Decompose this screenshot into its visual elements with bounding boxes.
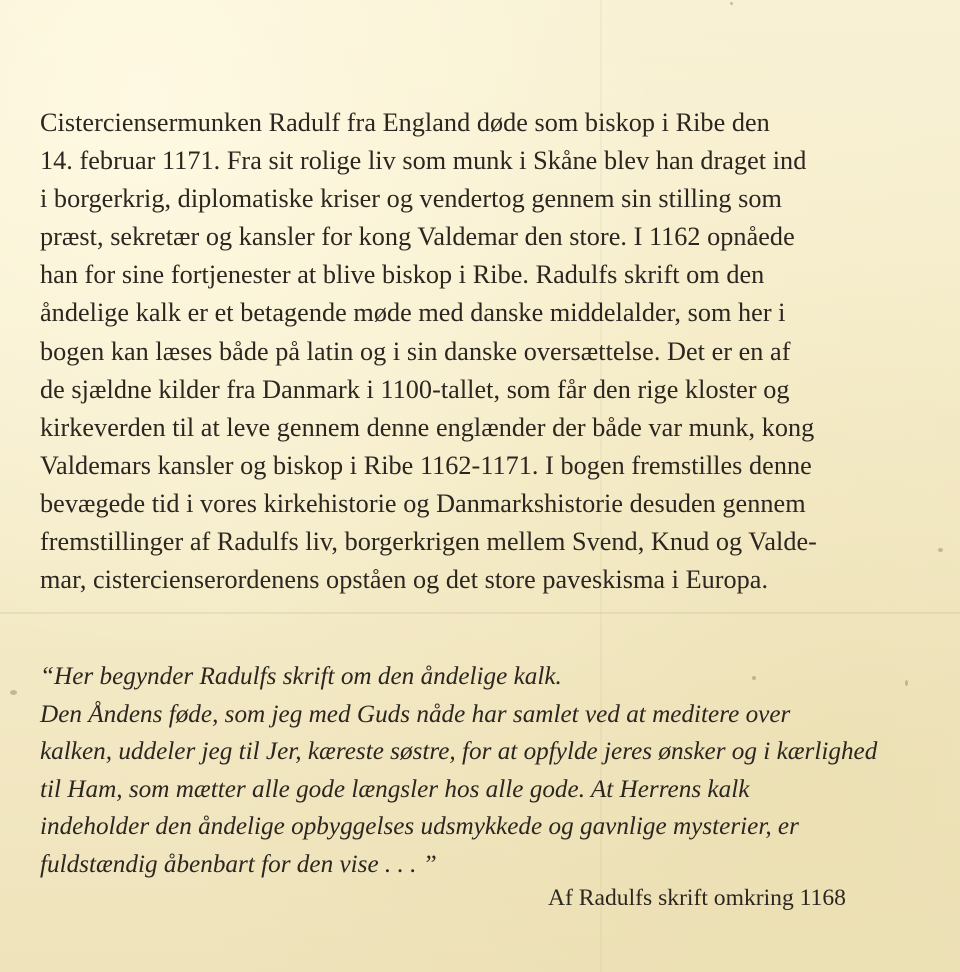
blurb-line: Valdemars kansler og biskop i Ribe 1162-1171. I bogen fremstilles denne <box>40 450 812 480</box>
quote-line: fuldstændig åbenbart for den vise . . . ” <box>40 850 437 878</box>
paper-speck <box>730 2 733 5</box>
blurb-line: præst, sekretær og kansler for kong Valdemar den store. I 1162 opnåede <box>40 222 795 252</box>
quote-line: “Her begynder Radulfs skrift om den åndelige kalk. <box>40 663 562 690</box>
quote-line: kalken, uddeler jeg til Jer, kæreste søstre, for at opfylde jeres ønsker og i kærlighed <box>40 738 878 766</box>
blurb-line: kirkeverden til at leve gennem denne englænder der både var munk, kong <box>40 412 815 442</box>
blurb-line: åndelige kalk er et betagende møde med danske middelalder, som her i <box>40 298 786 328</box>
paper-speck <box>10 690 17 695</box>
blurb-line: bogen kan læses både på latin og i sin danske oversættelse. Det er en af <box>40 336 791 366</box>
excerpt-quote <box>40 658 920 884</box>
paper-speck <box>938 548 943 552</box>
blurb-line: i borgerkrig, diplomatiske kriser og vendertog gennem sin stilling som <box>40 184 782 214</box>
quote-line: Den Åndens føde, som jeg med Guds nåde har samlet ved at meditere over <box>40 700 791 728</box>
blurb-line: mar, cistercienserordenens opståen og det store paveskisma i Europa. <box>40 565 769 595</box>
quote-line: til Ham, som mætter alle gode længsler hos alle gode. At Herrens kalk <box>40 775 750 803</box>
blurb-line: de sjældne kilder fra Danmark i 1100-tallet, som får den rige kloster og <box>40 374 790 404</box>
quote-attribution: Af Radulfs skrift omkring 1168 <box>548 885 846 911</box>
blurb-line: Cisterciensermunken Radulf fra England døde som biskop i Ribe den <box>40 108 770 137</box>
blurb-line: 14. februar 1171. Fra sit rolige liv som munk i Skåne blev han draget ind <box>40 146 807 176</box>
quote-line: indeholder den åndelige opbyggelses udsmykkede og gavnlige mysterier, er <box>40 813 799 841</box>
blurb-line: han for sine fortjenester at blive biskop i Ribe. Radulfs skrift om den <box>40 260 765 290</box>
blurb-paragraph <box>40 104 930 599</box>
blurb-line: bevægede tid i vores kirkehistorie og Danmarkshistorie desuden gennem <box>40 488 806 518</box>
blurb-line: fremstillinger af Radulfs liv, borgerkrigen mellem Svend, Knud og Valde- <box>40 527 817 557</box>
paper-crease <box>0 612 960 614</box>
